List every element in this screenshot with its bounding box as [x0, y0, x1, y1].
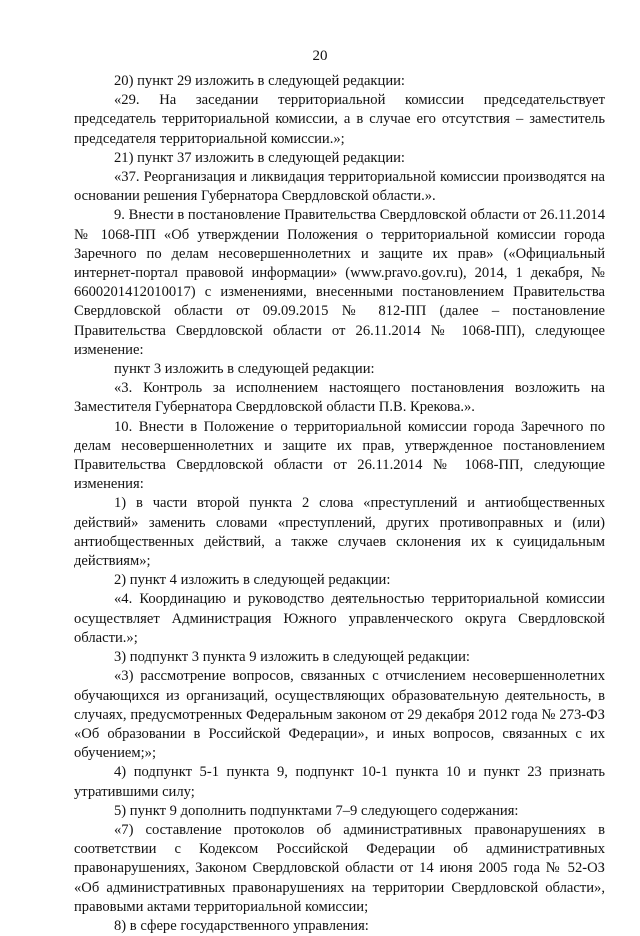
paragraph-section-9: 9. Внести в постановление Правительства Свердловской области от 26.11.2014 № 1068-ПП «Об утверждении Положения о территориальной комиссии города Заречного по делам несовершеннолетних и защите их прав» («Официальный интернет-портал правовой информации» (www.pravo.gov.ru), 2014, 1 декабря, № 6600201412010017) с изменениями, внесенными постановлением Правительства Свердловской области от 09.09.2015 № 812-ПП (далее – постановление Правительства Свердловской области от 26.11.2014 № 1068-ПП), следующее изменение: — [74, 207, 605, 358]
paragraph-section-10: 10. Внести в Положение о территориальной комиссии города Заречного по делам несовершеннолетних и защите их прав, утвержденное постановлением Правительства Свердловской области от 26.11.2014 № 1068-ПП, следующие изменения: — [74, 418, 605, 493]
paragraph-quote-sub-7: «7) составление протоколов об административных правонарушениях в соответствии с Кодексом Российской Федерации об административных правонарушениях, Законом Свердловской области от 14 июня 2005 года № 52-ОЗ «Об административных правонарушениях на территории Свердловской области», правовыми актами территориальной комиссии; — [74, 821, 605, 915]
paragraph-change-3: 3) подпункт 3 пункта 9 изложить в следующей редакции: — [114, 649, 470, 666]
paragraph-21-item: 21) пункт 37 изложить в следующей редакции: — [114, 149, 405, 166]
paragraph-quote-4: «4. Координацию и руководство деятельностью территориальной комиссии осуществляет Администрация Южного управленческого округа Свердловской области.»; — [74, 591, 605, 646]
paragraph-20-item: 20) пункт 29 изложить в следующей редакции: — [114, 73, 405, 89]
paragraph-quote-3: «3. Контроль за исполнением настоящего постановления возложить на Заместителя Губернатора Свердловской области П.В. Крекова.». — [74, 380, 605, 416]
paragraph-change-2: 2) пункт 4 изложить в следующей редакции: — [114, 572, 391, 589]
paragraph-quote-sub-3: «3) рассмотрение вопросов, связанных с отчислением несовершеннолетних обучающихся из организаций, осуществляющих образовательную деятельность, в случаях, предусмотренных Федеральным законом от 29 декабря 2012 года № 273-ФЗ «Об образовании в Российской Федерации», и иных вопросов, связанных с их обучением;»; — [74, 668, 605, 762]
paragraph-sub-8: 8) в сфере государственного управления: — [114, 917, 369, 934]
page-number: 20 — [312, 48, 328, 64]
paragraph-change-5: 5) пункт 9 дополнить подпунктами 7–9 следующего содержания: — [114, 802, 519, 819]
paragraph-change-4: 4) подпункт 5-1 пункта 9, подпункт 10-1 пункта 10 и пункт 23 признать утратившими силу; — [74, 764, 605, 800]
paragraph-change-1: 1) в части второй пункта 2 слова «преступлений и антиобщественных действий» заменить словами «преступлений, других противоправных и (или) антиобщественных действий, а также случаев склонения их к суицидальным действиям»; — [74, 495, 605, 570]
paragraph-point-3-intro: пункт 3 изложить в следующей редакции: — [114, 361, 375, 378]
document-body — [74, 72, 605, 936]
paragraph-quote-37: «37. Реорганизация и ликвидация территориальной комиссии производятся на основании решения Губернатора Свердловской области.». — [74, 169, 605, 205]
paragraph-quote-29: «29. На заседании территориальной комиссии председательствует председатель территориальной комиссии, а в случае его отсутствия – заместитель председателя территориальной комиссии.»; — [74, 92, 605, 147]
